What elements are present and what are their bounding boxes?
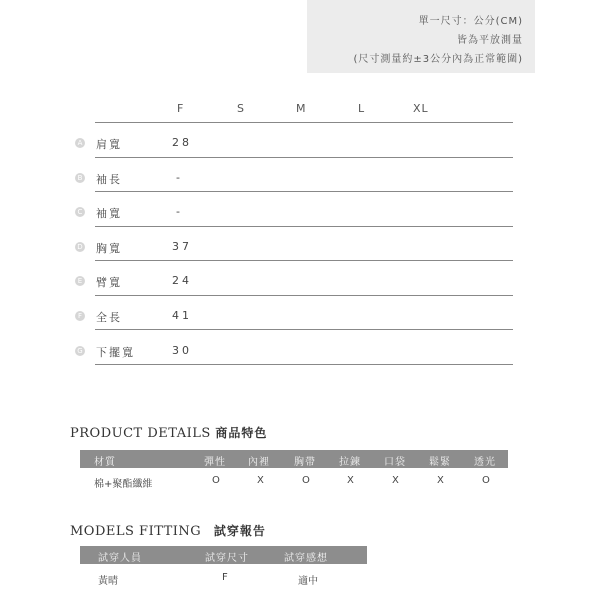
table-divider	[95, 295, 513, 296]
row-letter-badge: G	[75, 346, 85, 356]
size-note-unit: 單一尺寸：公分(CM)	[418, 16, 523, 27]
row-label: 袖寬	[96, 207, 122, 220]
fitting-size-value: F	[222, 572, 228, 583]
row-value: 41	[172, 309, 192, 322]
row-label: 全長	[96, 311, 122, 324]
stretch-value: X	[437, 475, 444, 486]
row-label: 下擺寬	[96, 346, 135, 359]
chest-strap-value: O	[302, 475, 310, 486]
models-fitting-title	[70, 522, 266, 539]
header-fitting-feedback: 試穿感想	[284, 553, 328, 564]
table-divider	[95, 157, 513, 158]
row-letter-badge: E	[75, 276, 85, 286]
size-note-box	[307, 0, 535, 73]
table-divider	[95, 226, 513, 227]
pocket-value: X	[392, 475, 399, 486]
row-value: 24	[172, 274, 192, 287]
product-details-title-zh: 商品特色	[215, 426, 268, 440]
product-details-title-en: PRODUCT DETAILS	[70, 426, 211, 441]
size-note-tolerance: (尺寸測量約±3公分內為正常範圍)	[353, 54, 523, 65]
product-details-title	[70, 424, 267, 441]
row-label: 肩寬	[96, 138, 122, 151]
models-fitting-title-en: MODELS FITTING	[70, 524, 202, 539]
models-fitting-title-zh: 試穿報告	[213, 524, 266, 538]
lining-value: X	[257, 475, 264, 486]
row-letter-badge: A	[75, 138, 85, 148]
fitting-feedback-value: 適中	[298, 576, 318, 587]
row-label: 袖長	[96, 173, 122, 186]
row-value: -	[176, 171, 183, 184]
size-note-method: 皆為平放測量	[457, 35, 523, 46]
row-value: 28	[172, 136, 192, 149]
sheer-value: O	[482, 475, 490, 486]
table-divider	[95, 122, 513, 123]
row-letter-badge: C	[75, 207, 85, 217]
size-header-m: M	[296, 102, 307, 115]
header-pocket: 口袋	[384, 457, 406, 468]
row-letter-badge: D	[75, 242, 85, 252]
size-header-xl: XL	[413, 102, 429, 115]
models-fitting-header-bar	[80, 546, 367, 564]
row-label: 臂寬	[96, 276, 122, 289]
zipper-value: X	[347, 475, 354, 486]
row-value: -	[176, 205, 183, 218]
product-details-header-bar	[80, 450, 508, 468]
header-material: 材質	[94, 457, 116, 468]
header-lining: 內裡	[248, 457, 270, 468]
row-letter-badge: F	[75, 311, 85, 321]
material-value: 棉+聚酯纖維	[94, 479, 153, 490]
header-elasticity: 彈性	[204, 457, 226, 468]
size-header-f: F	[177, 102, 185, 115]
table-divider	[95, 191, 513, 192]
table-divider	[95, 364, 513, 365]
header-stretch: 鬆緊	[429, 457, 451, 468]
row-letter-badge: B	[75, 173, 85, 183]
header-sheer: 透光	[474, 457, 496, 468]
header-model: 試穿人員	[98, 553, 142, 564]
header-fitting-size: 試穿尺寸	[205, 553, 249, 564]
model-name-value: 黃晴	[98, 576, 118, 587]
header-zipper: 拉鍊	[339, 457, 361, 468]
table-divider	[95, 329, 513, 330]
row-value: 30	[172, 344, 192, 357]
size-header-l: L	[358, 102, 366, 115]
row-label: 胸寬	[96, 242, 122, 255]
elasticity-value: O	[212, 475, 220, 486]
size-header-s: S	[237, 102, 245, 115]
row-value: 37	[172, 240, 192, 253]
table-divider	[95, 260, 513, 261]
header-chest-strap: 胸帶	[294, 457, 316, 468]
